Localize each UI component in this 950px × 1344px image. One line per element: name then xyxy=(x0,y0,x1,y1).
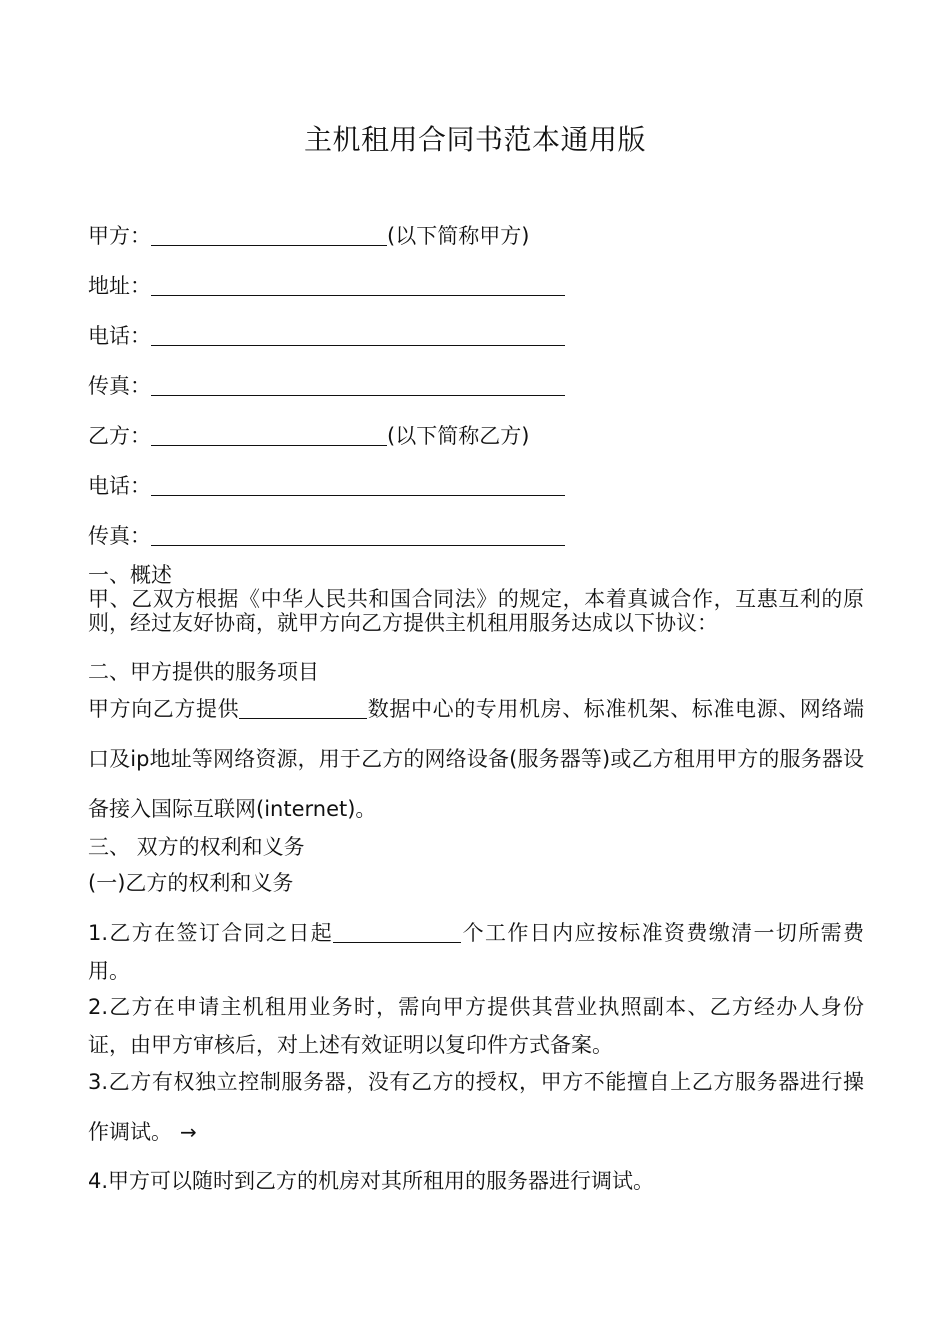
phone-a-blank xyxy=(151,325,565,346)
section2-blank xyxy=(239,698,367,719)
fax-b-label: 传真： xyxy=(88,524,151,548)
party-a-label: 甲方： xyxy=(88,224,151,248)
party-b-label: 乙方： xyxy=(88,424,151,448)
item3-text: 3.乙方有权独立控制服务器，没有乙方的授权，甲方不能擅自上乙方服务器进行操作调试。 xyxy=(88,1070,864,1144)
item1-after: 个工作日内应按标准资费缴清一切所需费用。 xyxy=(88,921,865,983)
section1-body: 甲、乙双方根据《中华人民共和国合同法》的规定，本着真诚合作，互惠互利的原则，经过友好协商，就甲方向乙方提供主机租用服务达成以下协议： xyxy=(88,587,864,635)
section3-subheading: (一)乙方的权利和义务 xyxy=(88,871,294,895)
section2-body xyxy=(88,684,864,834)
fax-b-blank xyxy=(151,525,565,546)
section2-body-after: 数据中心的专用机房、标准机架、标准电源、网络端口及ip地址等网络资源，用于乙方的网络设备(服务器等)或乙方租用甲方的服务器设备接入国际互联网(internet)。 xyxy=(88,697,865,821)
section3-heading: 三、 双方的权利和义务 xyxy=(88,835,305,859)
party-a-blank xyxy=(151,225,387,246)
address-label: 地址： xyxy=(88,274,151,298)
party-a-suffix: (以下简称甲方) xyxy=(387,224,530,248)
fax-a-blank xyxy=(151,375,565,396)
fax-b-line xyxy=(88,524,565,548)
address-line xyxy=(88,274,565,298)
section2-body-before: 甲方向乙方提供 xyxy=(88,697,240,721)
section1-heading: 一、概述 xyxy=(88,563,172,587)
item1-before: 1.乙方在签订合同之日起 xyxy=(88,921,334,945)
arrow-icon: → xyxy=(180,1120,197,1144)
phone-b-line xyxy=(88,474,565,498)
section3-item1 xyxy=(88,914,864,990)
document-title: 主机租用合同书范本通用版 xyxy=(303,123,646,156)
fax-a-label: 传真： xyxy=(88,374,151,398)
party-b-line xyxy=(88,424,529,448)
section3-item4: 4.甲方可以随时到乙方的机房对其所租用的服务器进行调试。 xyxy=(88,1169,655,1193)
phone-b-label: 电话： xyxy=(88,474,151,498)
party-a-line xyxy=(88,224,529,248)
phone-a-label: 电话： xyxy=(88,324,151,348)
phone-a-line xyxy=(88,324,565,348)
address-blank xyxy=(151,275,565,296)
section3-item2: 2.乙方在申请主机租用业务时，需向甲方提供其营业执照副本、乙方经办人身份证，由甲方审核后，对上述有效证明以复印件方式备案。 xyxy=(88,995,864,1057)
fax-a-line xyxy=(88,374,565,398)
section2-heading: 二、甲方提供的服务项目 xyxy=(88,660,319,684)
section3-item3 xyxy=(88,1057,864,1157)
item1-blank xyxy=(333,922,461,943)
party-b-blank xyxy=(151,425,387,446)
party-b-suffix: (以下简称乙方) xyxy=(387,424,530,448)
phone-b-blank xyxy=(151,475,565,496)
